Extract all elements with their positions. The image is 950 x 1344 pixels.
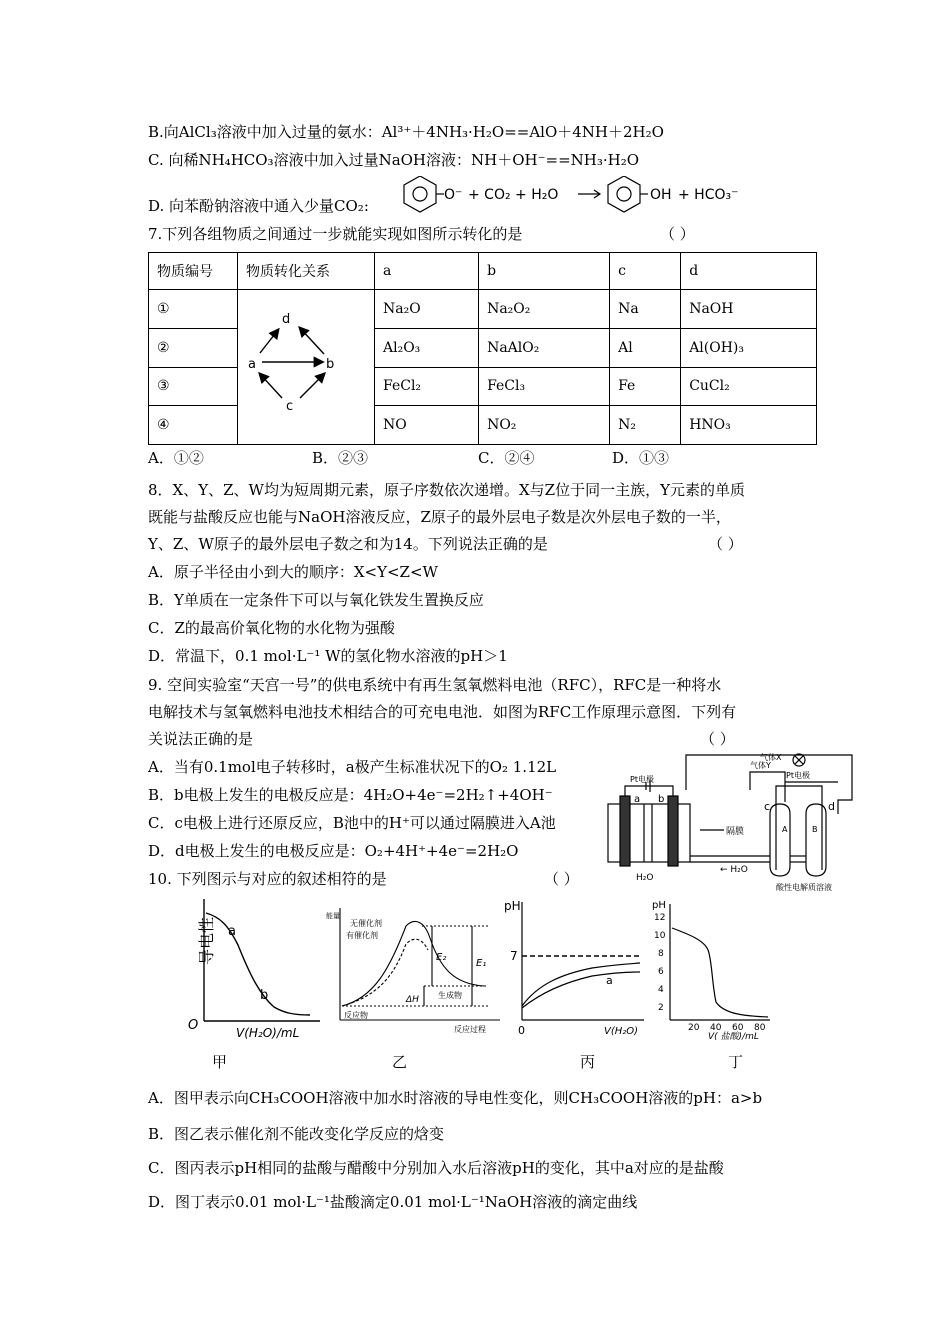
header-a: a — [375, 253, 479, 290]
caption-jia: 甲 — [212, 1053, 228, 1071]
q8-option-c: C．Z的最高价氧化物的水化物为强酸 — [148, 619, 395, 637]
svg-text:4: 4 — [658, 985, 664, 995]
svg-text:隔膜: 隔膜 — [726, 827, 745, 837]
q7-option-c: C．②④ — [478, 449, 535, 467]
graph-yi — [324, 898, 504, 1038]
q9-paren: （ ） — [700, 730, 735, 748]
q7-paren: （ ） — [660, 225, 695, 243]
header-relation: 物质转化关系 — [238, 253, 375, 290]
svg-text:生成物: 生成物 — [438, 991, 462, 1000]
transformation-diagram — [238, 290, 358, 440]
q8-line-1: 8．X、Y、Z、W均为短周期元素，原子序数依次递增。X与Z位于同一主族，Y元素的单质 — [148, 481, 745, 499]
svg-text:ΔH: ΔH — [406, 995, 419, 1005]
q10-option-b: B．图乙表示催化剂不能改变化学反应的焓变 — [148, 1125, 445, 1143]
svg-text:反应过程: 反应过程 — [454, 1025, 486, 1034]
relation-diagram-cell — [238, 290, 375, 445]
cell-a: NO — [375, 406, 479, 445]
svg-text:12: 12 — [654, 913, 666, 923]
svg-text:20: 20 — [688, 1023, 700, 1033]
svg-text:V(H₂O)/mL: V(H₂O)/mL — [236, 1026, 300, 1040]
svg-text:Pt电极: Pt电极 — [630, 775, 654, 784]
cell-d: CuCl₂ — [681, 367, 817, 406]
row-no: ② — [149, 328, 238, 367]
cell-d: Al(OH)₃ — [681, 328, 817, 367]
svg-text:pH: pH — [652, 900, 666, 911]
svg-text:c: c — [286, 399, 294, 414]
cell-b: NaAlO₂ — [479, 328, 610, 367]
svg-text:A: A — [782, 825, 788, 834]
svg-text:d: d — [282, 312, 291, 327]
q8-line-3: Y、Z、W原子的最外层电子数之和为14。下列说法正确的是 — [148, 535, 548, 553]
svg-text:40: 40 — [710, 1023, 722, 1033]
svg-text:有催化剂: 有催化剂 — [346, 931, 378, 940]
graph-ding — [648, 898, 778, 1040]
caption-bing: 丙 — [580, 1053, 596, 1071]
q9-option-a: A．当有0.1mol电子转移时，a极产生标准状况下的O₂ 1.12L — [148, 758, 557, 776]
svg-text:V(H₂O): V(H₂O) — [604, 1026, 639, 1037]
q6-option-d: D. 向苯酚钠溶液中通入少量CO₂: — [148, 197, 369, 215]
svg-text:8: 8 — [658, 949, 664, 959]
q7-table — [148, 252, 817, 445]
svg-text:a: a — [248, 357, 256, 372]
cell-c: N₂ — [610, 406, 681, 445]
caption-ding: 丁 — [728, 1053, 744, 1071]
caption-yi: 乙 — [392, 1053, 408, 1071]
svg-text:反应物: 反应物 — [344, 1011, 368, 1020]
cell-b: NO₂ — [479, 406, 610, 445]
svg-text:能量: 能量 — [326, 912, 340, 920]
phenoxide-equation — [398, 176, 748, 216]
q6-option-b: B.向AlCl₃溶液中加入过量的氨水：Al³⁺＋4NH₃·H₂O==AlO＋4NH＋2H₂O — [148, 123, 664, 141]
svg-text:b: b — [326, 357, 335, 372]
q10-option-a: A．图甲表示向CH₃COOH溶液中加水时溶液的导电性变化，则CH₃COOH溶液的pH：a>b — [148, 1089, 763, 1107]
row-no: ④ — [149, 406, 238, 445]
svg-text:60: 60 — [732, 1023, 744, 1033]
svg-text:0: 0 — [518, 1024, 525, 1037]
cell-d: NaOH — [681, 290, 817, 329]
svg-text:E₁: E₁ — [476, 958, 487, 969]
svg-text:2: 2 — [658, 1003, 664, 1013]
cell-b: FeCl₃ — [479, 367, 610, 406]
q8-option-d: D．常温下，0.1 mol·L⁻¹ W的氢化物水溶液的pH＞1 — [148, 647, 508, 665]
q9-option-b: B．b电极上发生的电极反应是：4H₂O+4e⁻=2H₂↑+4OH⁻ — [148, 786, 553, 804]
svg-text:c: c — [764, 800, 771, 813]
rfc-diagram — [600, 752, 860, 896]
svg-text:V( 盐酸)/mL: V( 盐酸)/mL — [708, 1032, 759, 1040]
q10-option-d: D．图丁表示0.01 mol·L⁻¹盐酸滴定0.01 mol·L⁻¹NaOH溶液的滴定曲线 — [148, 1193, 638, 1211]
cell-a: FeCl₂ — [375, 367, 479, 406]
header-b: b — [479, 253, 610, 290]
jia-ylabel: 导电性 — [197, 916, 216, 965]
q8-option-a: A．原子半径由小到大的顺序：X<Y<Z<W — [148, 563, 438, 581]
cell-c: Na — [610, 290, 681, 329]
svg-text:H₂O: H₂O — [636, 873, 654, 883]
graph-bing — [502, 896, 652, 1044]
eq-mid: + CO₂ + H₂O — [468, 187, 559, 203]
svg-text:b: b — [260, 988, 269, 1003]
row-no: ③ — [149, 367, 238, 406]
cell-a: Al₂O₃ — [375, 328, 479, 367]
q9-line-3: 关说法正确的是 — [148, 730, 254, 748]
svg-text:气体X: 气体X — [760, 753, 782, 762]
q7-option-d: D．①③ — [612, 449, 670, 467]
header-d: d — [681, 253, 817, 290]
svg-text:Pt电极: Pt电极 — [786, 771, 810, 780]
svg-text:气体Y: 气体Y — [750, 761, 771, 770]
svg-text:10: 10 — [654, 931, 666, 941]
svg-text:a: a — [634, 794, 641, 805]
q9-option-d: D．d电极上发生的电极反应是：O₂+4H⁺+4e⁻=2H₂O — [148, 842, 519, 860]
row-no: ① — [149, 290, 238, 329]
eq-end: + HCO₃⁻ — [678, 187, 739, 203]
q10-option-c: C．图丙表示pH相同的盐酸与醋酸中分别加入水后溶液pH的变化，其中a对应的是盐酸 — [148, 1159, 724, 1177]
q7-stem: 7.下列各组物质之间通过一步就能实现如图所示转化的是 — [148, 225, 523, 243]
cell-c: Fe — [610, 367, 681, 406]
header-no: 物质编号 — [149, 253, 238, 290]
svg-text:B: B — [812, 825, 818, 834]
q7-option-b: B．②③ — [312, 449, 369, 467]
svg-text:b: b — [658, 794, 665, 805]
q8-option-b: B．Y单质在一定条件下可以与氧化铁发生置换反应 — [148, 591, 484, 609]
svg-text:无催化剂: 无催化剂 — [350, 919, 382, 928]
cell-a: Na₂O — [375, 290, 479, 329]
q9-option-c: C．c电极上进行还原反应，B池中的H⁺可以通过隔膜进入A池 — [148, 814, 556, 832]
svg-text:a: a — [228, 924, 236, 939]
q8-line-2: 既能与盐酸反应也能与NaOH溶液反应，Z原子的最外层电子数是次外层电子数的一半， — [148, 508, 731, 526]
eq-o-label: O⁻ — [444, 187, 463, 203]
q9-line-2: 电解技术与氢氧燃料电池技术相结合的可充电电池．如图为RFC工作原理示意图．下列有 — [148, 703, 737, 721]
q9-line-1: 9. 空间实验室“天宫一号”的供电系统中有再生氢氧燃料电池（RFC），RFC是一种将水 — [148, 676, 722, 694]
svg-text:酸性电解质溶液: 酸性电解质溶液 — [776, 883, 832, 892]
svg-text:O: O — [188, 1018, 199, 1033]
q8-paren: （ ） — [708, 535, 743, 553]
svg-text:pH: pH — [504, 899, 521, 913]
cell-c: Al — [610, 328, 681, 367]
graph-jia — [170, 895, 325, 1045]
svg-text:d: d — [828, 800, 835, 813]
cell-b: Na₂O₂ — [479, 290, 610, 329]
q7-option-a: A．①② — [148, 449, 204, 467]
q6-option-c: C. 向稀NH₄HCO₃溶液中加入过量NaOH溶液：NH＋OH⁻==NH₃·H₂O — [148, 151, 640, 169]
cell-d: HNO₃ — [681, 406, 817, 445]
svg-text:80: 80 — [754, 1023, 766, 1033]
eq-oh-label: OH — [650, 187, 672, 203]
q10-stem: 10. 下列图示与对应的叙述相符的是 — [148, 870, 387, 888]
header-c: c — [610, 253, 681, 290]
svg-text:← H₂O: ← H₂O — [720, 865, 748, 875]
svg-text:E₂: E₂ — [436, 952, 447, 963]
svg-text:a: a — [606, 974, 613, 987]
benzene-ring-icon — [404, 176, 436, 212]
svg-text:7: 7 — [510, 949, 518, 963]
q10-paren: （ ） — [544, 870, 579, 888]
svg-text:6: 6 — [658, 967, 664, 977]
